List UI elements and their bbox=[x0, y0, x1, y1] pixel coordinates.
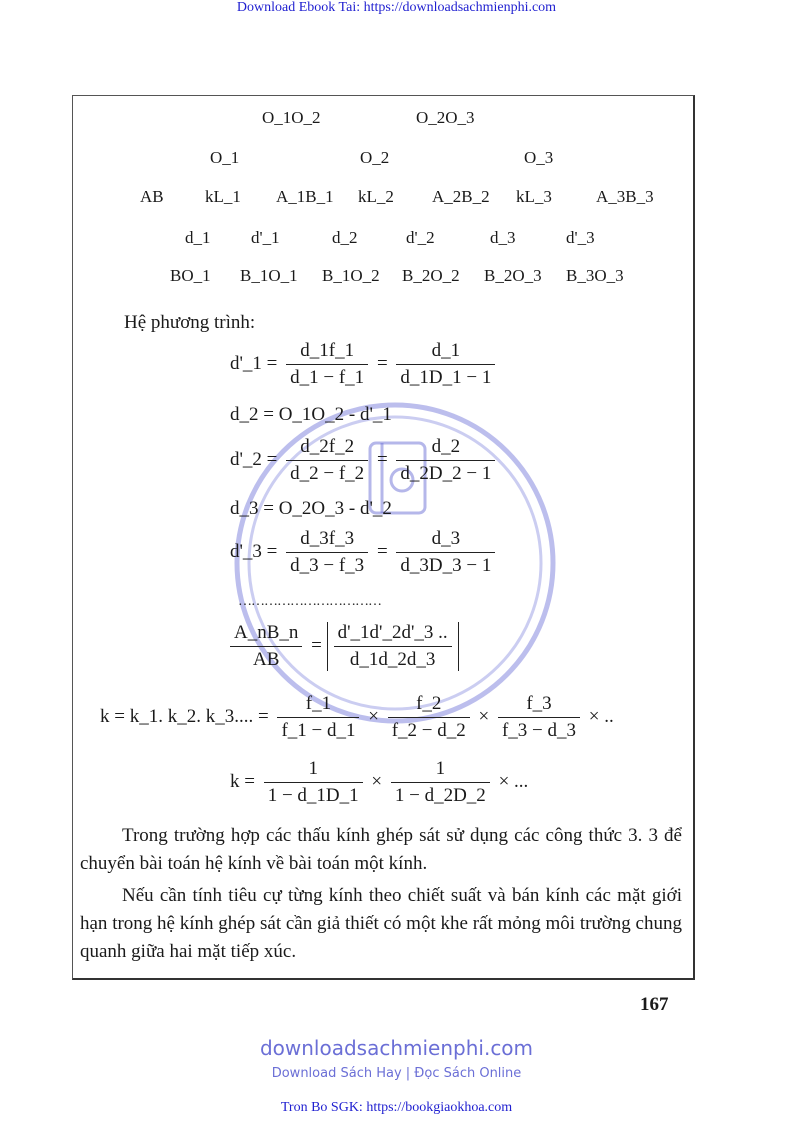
diagram-label: BO_1 bbox=[170, 266, 211, 285]
numerator: d_2 bbox=[396, 436, 495, 461]
fraction bbox=[396, 340, 495, 389]
paragraph-2: Nếu cần tính tiêu cự từng kính theo chiết suất và bán kính các mặt giới hạn trong hệ kính ghép sát cần giả thiết có một khe rất mỏng môi trường chung quanh giữa hai mặt tiếp xúc. bbox=[80, 885, 682, 962]
paragraph-1: Trong trường hợp các thấu kính ghép sát sử dụng các công thức 3. 3 để chuyển bài toán hệ kính về bài toán một kính. bbox=[80, 825, 682, 874]
equation-d2: d_2 = O_1O_2 - d'_1 bbox=[230, 404, 392, 425]
diagram-label: O_2O_3 bbox=[416, 108, 475, 127]
fraction bbox=[277, 693, 359, 742]
numerator: d_1 bbox=[396, 340, 495, 365]
header-download-link[interactable]: Download Ebook Tai: https://downloadsachmienphi.com bbox=[236, 0, 557, 15]
body-text bbox=[80, 822, 682, 970]
diagram-label: O_3 bbox=[524, 148, 554, 167]
fraction bbox=[286, 340, 368, 389]
watermark-tagline: Download Sách Hay | Đọc Sách Online bbox=[271, 1066, 522, 1081]
equation-d1-prime bbox=[230, 340, 499, 389]
fraction bbox=[498, 693, 580, 742]
equals-sign: = bbox=[376, 448, 388, 470]
denominator: d_1 − f_1 bbox=[290, 367, 365, 388]
times-sign: × bbox=[368, 705, 379, 727]
diagram-label: d'_2 bbox=[406, 228, 435, 247]
numerator: d'_1d'_2d'_3 .. bbox=[334, 622, 452, 647]
denominator: d_2 − f_2 bbox=[290, 463, 365, 484]
times-sign: × bbox=[371, 770, 383, 792]
diagram-label: d'_3 bbox=[566, 228, 595, 247]
fraction bbox=[286, 436, 368, 485]
equation-magnification bbox=[230, 622, 459, 671]
diagram-label: kL_1 bbox=[205, 187, 241, 206]
equals-sign: = bbox=[376, 540, 388, 562]
denominator: d_1D_1 − 1 bbox=[400, 367, 492, 388]
ellipsis: × .. bbox=[588, 705, 614, 727]
equation-d3: d_3 = O_2O_3 - d'_2 bbox=[230, 498, 392, 519]
diagram-label: A_1B_1 bbox=[276, 187, 334, 206]
footer-link[interactable]: Tron Bo SGK: https://bookgiaokhoa.com bbox=[280, 1100, 513, 1115]
fraction bbox=[286, 528, 368, 577]
fraction bbox=[396, 436, 495, 485]
denominator: AB bbox=[253, 649, 280, 670]
fraction bbox=[230, 622, 302, 671]
diagram-label: d_2 bbox=[332, 228, 358, 247]
eq-lhs: k = k_1. k_2. k_3.... = bbox=[100, 705, 269, 727]
diagram-label: d_1 bbox=[185, 228, 211, 247]
absolute-value bbox=[327, 622, 459, 671]
diagram-label: O_1 bbox=[210, 148, 240, 167]
equation-d3-prime bbox=[230, 528, 499, 577]
denominator: f_3 − d_3 bbox=[501, 720, 577, 741]
numerator: f_3 bbox=[498, 693, 580, 718]
numerator: f_1 bbox=[277, 693, 359, 718]
denominator: f_1 − d_1 bbox=[281, 720, 356, 741]
equals-sign: = bbox=[311, 634, 322, 656]
eq-lhs: d'_1 = bbox=[230, 352, 278, 374]
numerator: d_2f_2 bbox=[286, 436, 368, 461]
diagram-label: kL_2 bbox=[358, 187, 394, 206]
equation-k-product bbox=[100, 693, 614, 742]
equals-sign: = bbox=[376, 352, 388, 374]
eq-lhs: d'_3 = bbox=[230, 540, 278, 562]
denominator: 1 − d_1D_1 bbox=[267, 785, 359, 806]
times-sign: × bbox=[478, 705, 490, 727]
system-label: Hệ phương trình: bbox=[124, 312, 256, 333]
numerator: 1 bbox=[391, 758, 490, 783]
denominator: 1 − d_2D_2 bbox=[394, 785, 486, 806]
equation-d2-prime bbox=[230, 436, 499, 485]
fraction bbox=[334, 622, 452, 671]
fraction bbox=[264, 758, 363, 807]
diagram-label: O_2 bbox=[360, 148, 390, 167]
page-number: 167 bbox=[640, 994, 669, 1015]
diagram-label: d_3 bbox=[490, 228, 516, 247]
ellipsis-dots: …………………………… bbox=[238, 594, 381, 609]
denominator: f_2 − d_2 bbox=[391, 720, 466, 741]
fraction bbox=[396, 528, 495, 577]
fraction bbox=[388, 693, 470, 742]
diagram-label: B_2O_3 bbox=[484, 266, 542, 285]
watermark-site: downloadsachmienphi.com bbox=[259, 1036, 534, 1060]
denominator: d_1d_2d_3 bbox=[349, 649, 436, 670]
numerator: f_2 bbox=[388, 693, 470, 718]
ellipsis: × ... bbox=[498, 770, 529, 792]
denominator: d_3 − f_3 bbox=[290, 555, 365, 576]
denominator: d_2D_2 − 1 bbox=[400, 463, 492, 484]
eq-lhs: d'_2 = bbox=[230, 448, 278, 470]
eq-lhs: k = bbox=[230, 770, 255, 792]
numerator: A_nB_n bbox=[230, 622, 302, 647]
diagram-label: AB bbox=[140, 187, 164, 206]
diagram-label: B_1O_2 bbox=[322, 266, 380, 285]
equation-k-power bbox=[230, 758, 528, 807]
diagram-label: A_2B_2 bbox=[432, 187, 490, 206]
diagram-label: d'_1 bbox=[251, 228, 280, 247]
diagram-label: A_3B_3 bbox=[596, 187, 654, 206]
diagram-label: B_3O_3 bbox=[566, 266, 624, 285]
diagram-label: B_2O_2 bbox=[402, 266, 460, 285]
diagram-label: kL_3 bbox=[516, 187, 552, 206]
fraction bbox=[391, 758, 490, 807]
denominator: d_3D_3 − 1 bbox=[400, 555, 492, 576]
numerator: d_3f_3 bbox=[286, 528, 368, 553]
numerator: d_1f_1 bbox=[286, 340, 368, 365]
diagram-label: O_1O_2 bbox=[262, 108, 321, 127]
diagram-label: B_1O_1 bbox=[240, 266, 298, 285]
numerator: 1 bbox=[264, 758, 363, 783]
numerator: d_3 bbox=[396, 528, 495, 553]
